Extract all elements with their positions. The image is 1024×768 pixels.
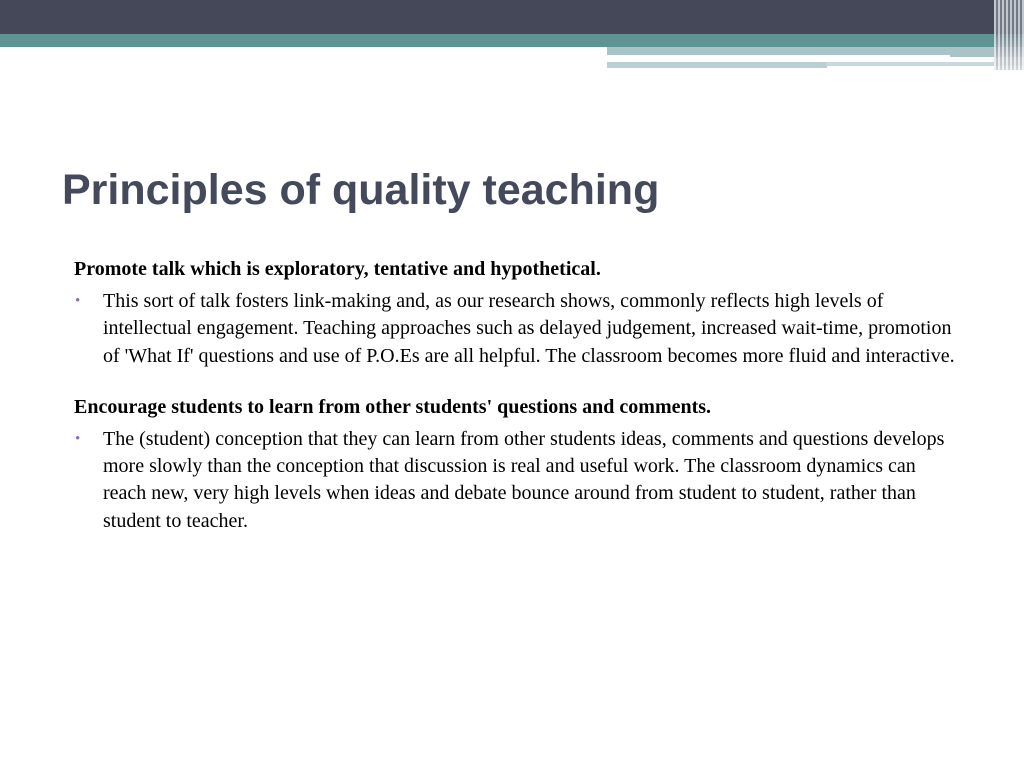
content-section <box>74 394 964 535</box>
bullet-item <box>74 426 964 535</box>
bullet-text: This sort of talk fosters link-making and, as our research shows, commonly reflects high levels of intellectual engagement. Teaching approaches such as delayed judgement, increased wait-time, promotion of 'What If' questions and use of P.O.Es are all helpful. The classroom becomes more fluid and interactive. <box>103 290 955 367</box>
header-divider-line <box>607 55 950 58</box>
header-stripes-fade <box>994 34 1024 70</box>
content-section <box>74 256 964 370</box>
bullet-item <box>74 288 964 370</box>
bullet-icon: • <box>75 430 81 447</box>
header-dark-bar <box>0 0 1024 34</box>
section-heading: Promote talk which is exploratory, tentative and hypothetical. <box>74 258 601 280</box>
bullet-text: The (student) conception that they can learn from other students ideas, comments and questions develops more slowly than the conception that discussion is real and useful work. The classroom dynamics can reach new, very high levels when ideas and debate bounce around from student to student, rather than student to teacher. <box>103 427 945 532</box>
section-heading: Encourage students to learn from other students' questions and comments. <box>74 395 712 418</box>
slide-content <box>74 256 964 559</box>
header-teal-bar <box>0 34 1024 47</box>
header-lower-bar <box>607 62 827 68</box>
slide-title: Principles of quality teaching <box>62 166 660 214</box>
bullet-icon: • <box>75 293 81 309</box>
